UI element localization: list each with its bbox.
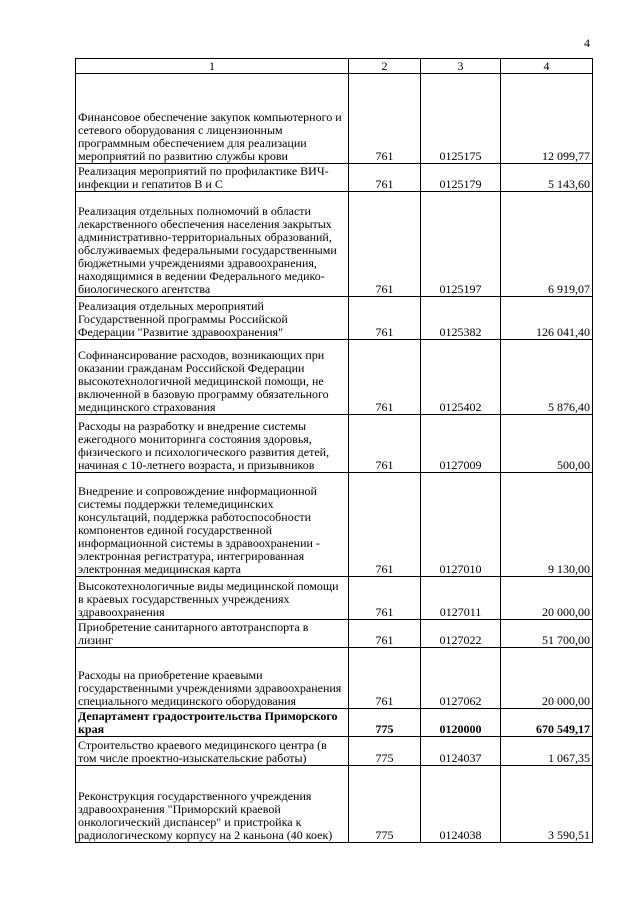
cell-admin-code: 761: [349, 164, 421, 192]
cell-amount: 6 919,07: [501, 192, 593, 297]
cell-name: Реализация отдельных мероприятий Государственной программы Российской Федерации "Развитие здравоохранения": [76, 297, 349, 340]
cell-target-code: 0125175: [421, 74, 501, 164]
cell-admin-code: 761: [349, 577, 421, 620]
cell-name: Внедрение и сопровождение информационной системы поддержки телемедицинских консультаций, поддержка работоспособности компонентов единой государственной информационной системы в здравоохранении - электронная регистратура, интегрированная электронная медицинская карта: [76, 473, 349, 577]
cell-name: Департамент градостроительства Приморского края: [76, 709, 349, 737]
cell-admin-code: 761: [349, 340, 421, 415]
cell-target-code: 0127011: [421, 577, 501, 620]
cell-name: Строительство краевого медицинского центра (в том числе проектно-изыскательские работы): [76, 737, 349, 766]
cell-amount: 500,00: [501, 415, 593, 473]
budget-table: [75, 58, 593, 843]
table-row: [76, 648, 593, 709]
cell-admin-code: 761: [349, 473, 421, 577]
cell-amount: 20 000,00: [501, 648, 593, 709]
cell-amount: 5 143,60: [501, 164, 593, 192]
page-number: 4: [584, 36, 590, 50]
cell-admin-code: 761: [349, 415, 421, 473]
cell-admin-code: 761: [349, 74, 421, 164]
table-row: [76, 164, 593, 192]
cell-name: Финансовое обеспечение закупок компьютерного и сетевого оборудования с лицензионным программным обеспечением для реализации мероприятий по развитию службы крови: [76, 74, 349, 164]
header-col-1: 1: [76, 59, 349, 74]
cell-amount: 1 067,35: [501, 737, 593, 766]
cell-amount: 5 876,40: [501, 340, 593, 415]
table-row-section: [76, 709, 593, 737]
header-col-2: 2: [349, 59, 421, 74]
cell-target-code: 0125402: [421, 340, 501, 415]
cell-target-code: 0127062: [421, 648, 501, 709]
cell-amount: 126 041,40: [501, 297, 593, 340]
table-row: [76, 74, 593, 164]
table-row: [76, 766, 593, 843]
cell-amount: 670 549,17: [501, 709, 593, 737]
cell-amount: 9 130,00: [501, 473, 593, 577]
table-row: [76, 415, 593, 473]
cell-amount: 12 099,77: [501, 74, 593, 164]
cell-target-code: 0125179: [421, 164, 501, 192]
table-row: [76, 340, 593, 415]
cell-amount: 3 590,51: [501, 766, 593, 843]
header-col-4: 4: [501, 59, 593, 74]
table-row: [76, 473, 593, 577]
table-row: [76, 297, 593, 340]
cell-target-code: 0127010: [421, 473, 501, 577]
cell-name: Реализация мероприятий по профилактике ВИЧ-инфекции и гепатитов B и C: [76, 164, 349, 192]
cell-amount: 51 700,00: [501, 620, 593, 648]
cell-admin-code: 761: [349, 648, 421, 709]
cell-target-code: 0127022: [421, 620, 501, 648]
cell-amount: 20 000,00: [501, 577, 593, 620]
table-row: [76, 192, 593, 297]
cell-name: Софинансирование расходов, возникающих при оказании гражданам Российской Федерации высокотехнологичной медицинской помощи, не включенной в базовую программу обязательного медицинского страхования: [76, 340, 349, 415]
cell-target-code: 0120000: [421, 709, 501, 737]
cell-name: Приобретение санитарного автотранспорта в лизинг: [76, 620, 349, 648]
cell-name: Реконструкция государственного учреждения здравоохранения "Приморский краевой онкологический диспансер" и пристройка к радиологическому корпусу на 2 каньона (40 коек): [76, 766, 349, 843]
table-row: [76, 737, 593, 766]
cell-target-code: 0125382: [421, 297, 501, 340]
cell-target-code: 0125197: [421, 192, 501, 297]
table-body: [76, 59, 593, 843]
cell-admin-code: 775: [349, 709, 421, 737]
header-col-3: 3: [421, 59, 501, 74]
cell-target-code: 0127009: [421, 415, 501, 473]
cell-name: Высокотехнологичные виды медицинской помощи в краевых государственных учреждениях здравоохранения: [76, 577, 349, 620]
cell-admin-code: 761: [349, 297, 421, 340]
cell-admin-code: 761: [349, 192, 421, 297]
table-row: [76, 577, 593, 620]
cell-admin-code: 761: [349, 620, 421, 648]
header-row: [76, 59, 593, 74]
cell-name: Расходы на разработку и внедрение системы ежегодного мониторинга состояния здоровья, физического и психологического развития детей, начиная с 10-летнего возраста, и призывников: [76, 415, 349, 473]
cell-name: Расходы на приобретение краевыми государственными учреждениями здравоохранения специального медицинского оборудования: [76, 648, 349, 709]
cell-target-code: 0124037: [421, 737, 501, 766]
cell-target-code: 0124038: [421, 766, 501, 843]
cell-admin-code: 775: [349, 737, 421, 766]
table-row: [76, 620, 593, 648]
cell-admin-code: 775: [349, 766, 421, 843]
cell-name: Реализация отдельных полномочий в области лекарственного обеспечения населения закрытых административно-территориальных образований, обслуживаемых федеральными государственными бюджетными учреждениями здравоохранения, находящимися в ведении Федерального медико-биологического агентства: [76, 192, 349, 297]
